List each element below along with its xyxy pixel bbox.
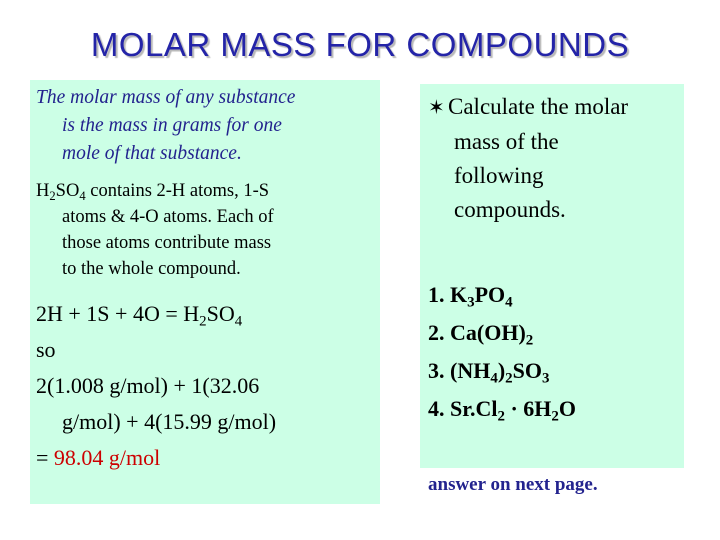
subscript: 2 [49,188,56,203]
definition-line: mole of that substance. [62,143,242,164]
slide-title: MOLAR MASS FOR COMPOUNDS [90,26,630,63]
equation-line: g/mol) + 4(15.99 g/mol) [62,409,277,434]
list-item: 4. $Sr.Cl_2 \cdot 6H_2O$ [428,396,577,425]
calculation-block [36,296,380,476]
paragraph-text: contains 2-H atoms, 1-S [85,181,270,201]
equation-text: = [36,445,54,470]
equation-line: so [36,337,56,362]
definition-line: The molar mass of any substance [36,87,296,108]
list-item: 2. $Ca(OH)_2$ [428,320,534,349]
paragraph-line: to the whole compound. [62,259,241,279]
task-line: mass of the [454,129,559,154]
subscript: 4 [234,313,243,330]
list-item: 3. $(NH_4)_2SO_3$ [428,358,550,387]
compound-list [428,276,688,428]
paragraph-line: those atoms contribute mass [62,233,272,253]
task-text [428,90,688,227]
equation-line: 2(1.008 g/mol) + 1(32.06 [36,373,260,398]
task-line: compounds. [454,197,566,222]
composition-paragraph [36,178,378,282]
paragraph-line: atoms & 4-O atoms. Each of [62,207,274,227]
list-item: 1. $K_3PO_4$ [428,282,513,311]
definition-line: is the mass in grams for one [62,115,282,136]
result-value: 98.04 g/mol [53,445,161,470]
task-line: Calculate the molar [448,94,629,119]
task-line: following [454,163,544,188]
subscript: 4 [79,188,86,203]
equation-text: SO [206,301,235,326]
formula-text: SO [55,181,80,201]
answer-note: answer on next page. [428,474,598,495]
formula-text: H [36,181,50,201]
equation-text: 2H + 1S + 4O = H [36,301,200,326]
definition-text [36,84,378,168]
star-bullet-icon: ✶ [428,97,445,119]
subscript: 2 [199,313,207,330]
